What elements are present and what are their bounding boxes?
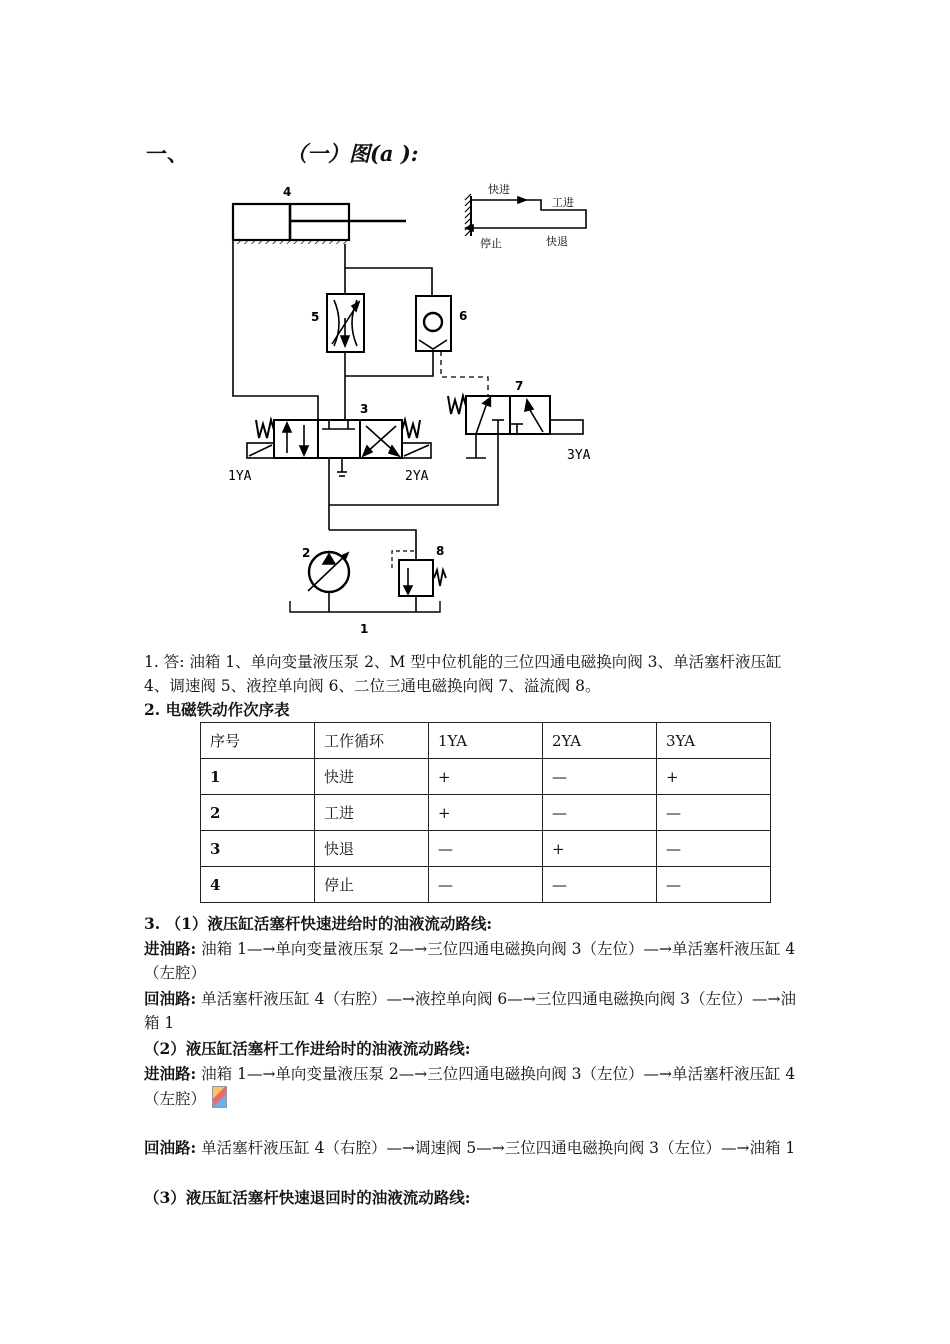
- header-cell: 工作循环: [315, 723, 429, 759]
- table-cell: —: [429, 831, 543, 867]
- header-cell: 1YA: [429, 723, 543, 759]
- table-cell: +: [429, 795, 543, 831]
- table-cell: 快退: [315, 831, 429, 867]
- solenoid-3ya: [550, 420, 583, 434]
- label-3ya: 3YA: [567, 448, 591, 463]
- table-row: [201, 759, 771, 795]
- out-label: 回油路:: [144, 989, 197, 1008]
- table-cell: 停止: [315, 867, 429, 903]
- label-1ya: 1YA: [228, 469, 252, 484]
- table-title: 2. 电磁铁动作次序表: [144, 700, 290, 719]
- relief-valve: [399, 560, 433, 596]
- hydraulic-circuit-diagram: [0, 0, 950, 640]
- valve3-center: [318, 420, 360, 458]
- table-cell: +: [657, 759, 771, 795]
- table-cell: 4: [201, 867, 315, 903]
- fast-feed-out-route: [144, 987, 810, 1035]
- table-row: [201, 831, 771, 867]
- valve7-right: [510, 396, 550, 434]
- route-text: 油箱 1—→单向变量液压泵 2—→三位四通电磁换向阀 3（左位）—→单活塞杆液压缸 4（左腔）: [144, 1065, 796, 1108]
- in-label: 进油路:: [144, 939, 197, 958]
- header-cell: 2YA: [543, 723, 657, 759]
- label-8: 8: [436, 544, 445, 558]
- section3-title3: （3）液压缸活塞杆快速退回时的油液流动路线:: [144, 1188, 471, 1207]
- cycle-stop: 停止: [480, 237, 502, 250]
- embedded-image-icon: [212, 1086, 227, 1108]
- heading-title: （一）图(a ):: [286, 141, 419, 166]
- table-cell: 3: [201, 831, 315, 867]
- cycle-fast-in: 快进: [488, 183, 510, 196]
- table-cell: —: [429, 867, 543, 903]
- label-2: 2: [302, 546, 311, 560]
- work-feed-in-route: [144, 1062, 810, 1111]
- table-cell: 工进: [315, 795, 429, 831]
- tank: [290, 601, 440, 612]
- table-cell: —: [543, 867, 657, 903]
- label-5: 5: [311, 310, 320, 324]
- table-row: [201, 867, 771, 903]
- table-cell: —: [657, 795, 771, 831]
- table-cell: 1: [201, 759, 315, 795]
- table-cell: +: [543, 831, 657, 867]
- label-6: 6: [459, 309, 468, 323]
- label-4: 4: [283, 185, 292, 199]
- table-cell: —: [657, 867, 771, 903]
- route-text: 单活塞杆液压缸 4（右腔）—→液控单向阀 6—→三位四通电磁换向阀 3（左位）—→油箱 1: [144, 990, 796, 1032]
- route-text: 单活塞杆液压缸 4（右腔）—→调速阀 5—→三位四通电磁换向阀 3（左位）—→油箱 1: [196, 1139, 796, 1157]
- table-cell: +: [429, 759, 543, 795]
- header-cell: 序号: [201, 723, 315, 759]
- table-cell: —: [657, 831, 771, 867]
- table-cell: —: [543, 759, 657, 795]
- sequence-table: [200, 722, 771, 903]
- label-3: 3: [360, 402, 369, 416]
- heading-number: 一、: [146, 141, 188, 166]
- table-cell: 2: [201, 795, 315, 831]
- section3-title1: 3. （1）液压缸活塞杆快速进给时的油液流动路线:: [144, 914, 493, 933]
- label-1: 1: [360, 622, 369, 636]
- table-cell: —: [543, 795, 657, 831]
- work-feed-out-route: [144, 1136, 810, 1160]
- cycle-fast-back: 快退: [546, 235, 568, 248]
- header-cell: 3YA: [657, 723, 771, 759]
- valve3-left: [274, 420, 318, 458]
- out-label: 回油路:: [144, 1138, 197, 1157]
- label-7: 7: [515, 379, 524, 393]
- table-cell: 快进: [315, 759, 429, 795]
- route-text: 油箱 1—→单向变量液压泵 2—→三位四通电磁换向阀 3（左位）—→单活塞杆液压缸 4（左腔）: [144, 940, 796, 982]
- section3-title2: （2）液压缸活塞杆工作进给时的油液流动路线:: [144, 1039, 471, 1058]
- answer-1: 1. 答: 油箱 1、单向变量液压泵 2、M 型中位机能的三位四通电磁换向阀 3、单活塞杆液压缸 4、调速阀 5、液控单向阀 6、二位三通电磁换向阀 7、溢流阀 8。: [144, 653, 782, 695]
- table-row: [201, 795, 771, 831]
- in-label: 进油路:: [144, 1064, 197, 1083]
- check-valve: [416, 296, 451, 351]
- table-header-row: [201, 723, 771, 759]
- cycle-work-in: 工进: [552, 196, 574, 209]
- fast-feed-in-route: [144, 937, 810, 985]
- label-2ya: 2YA: [405, 469, 429, 484]
